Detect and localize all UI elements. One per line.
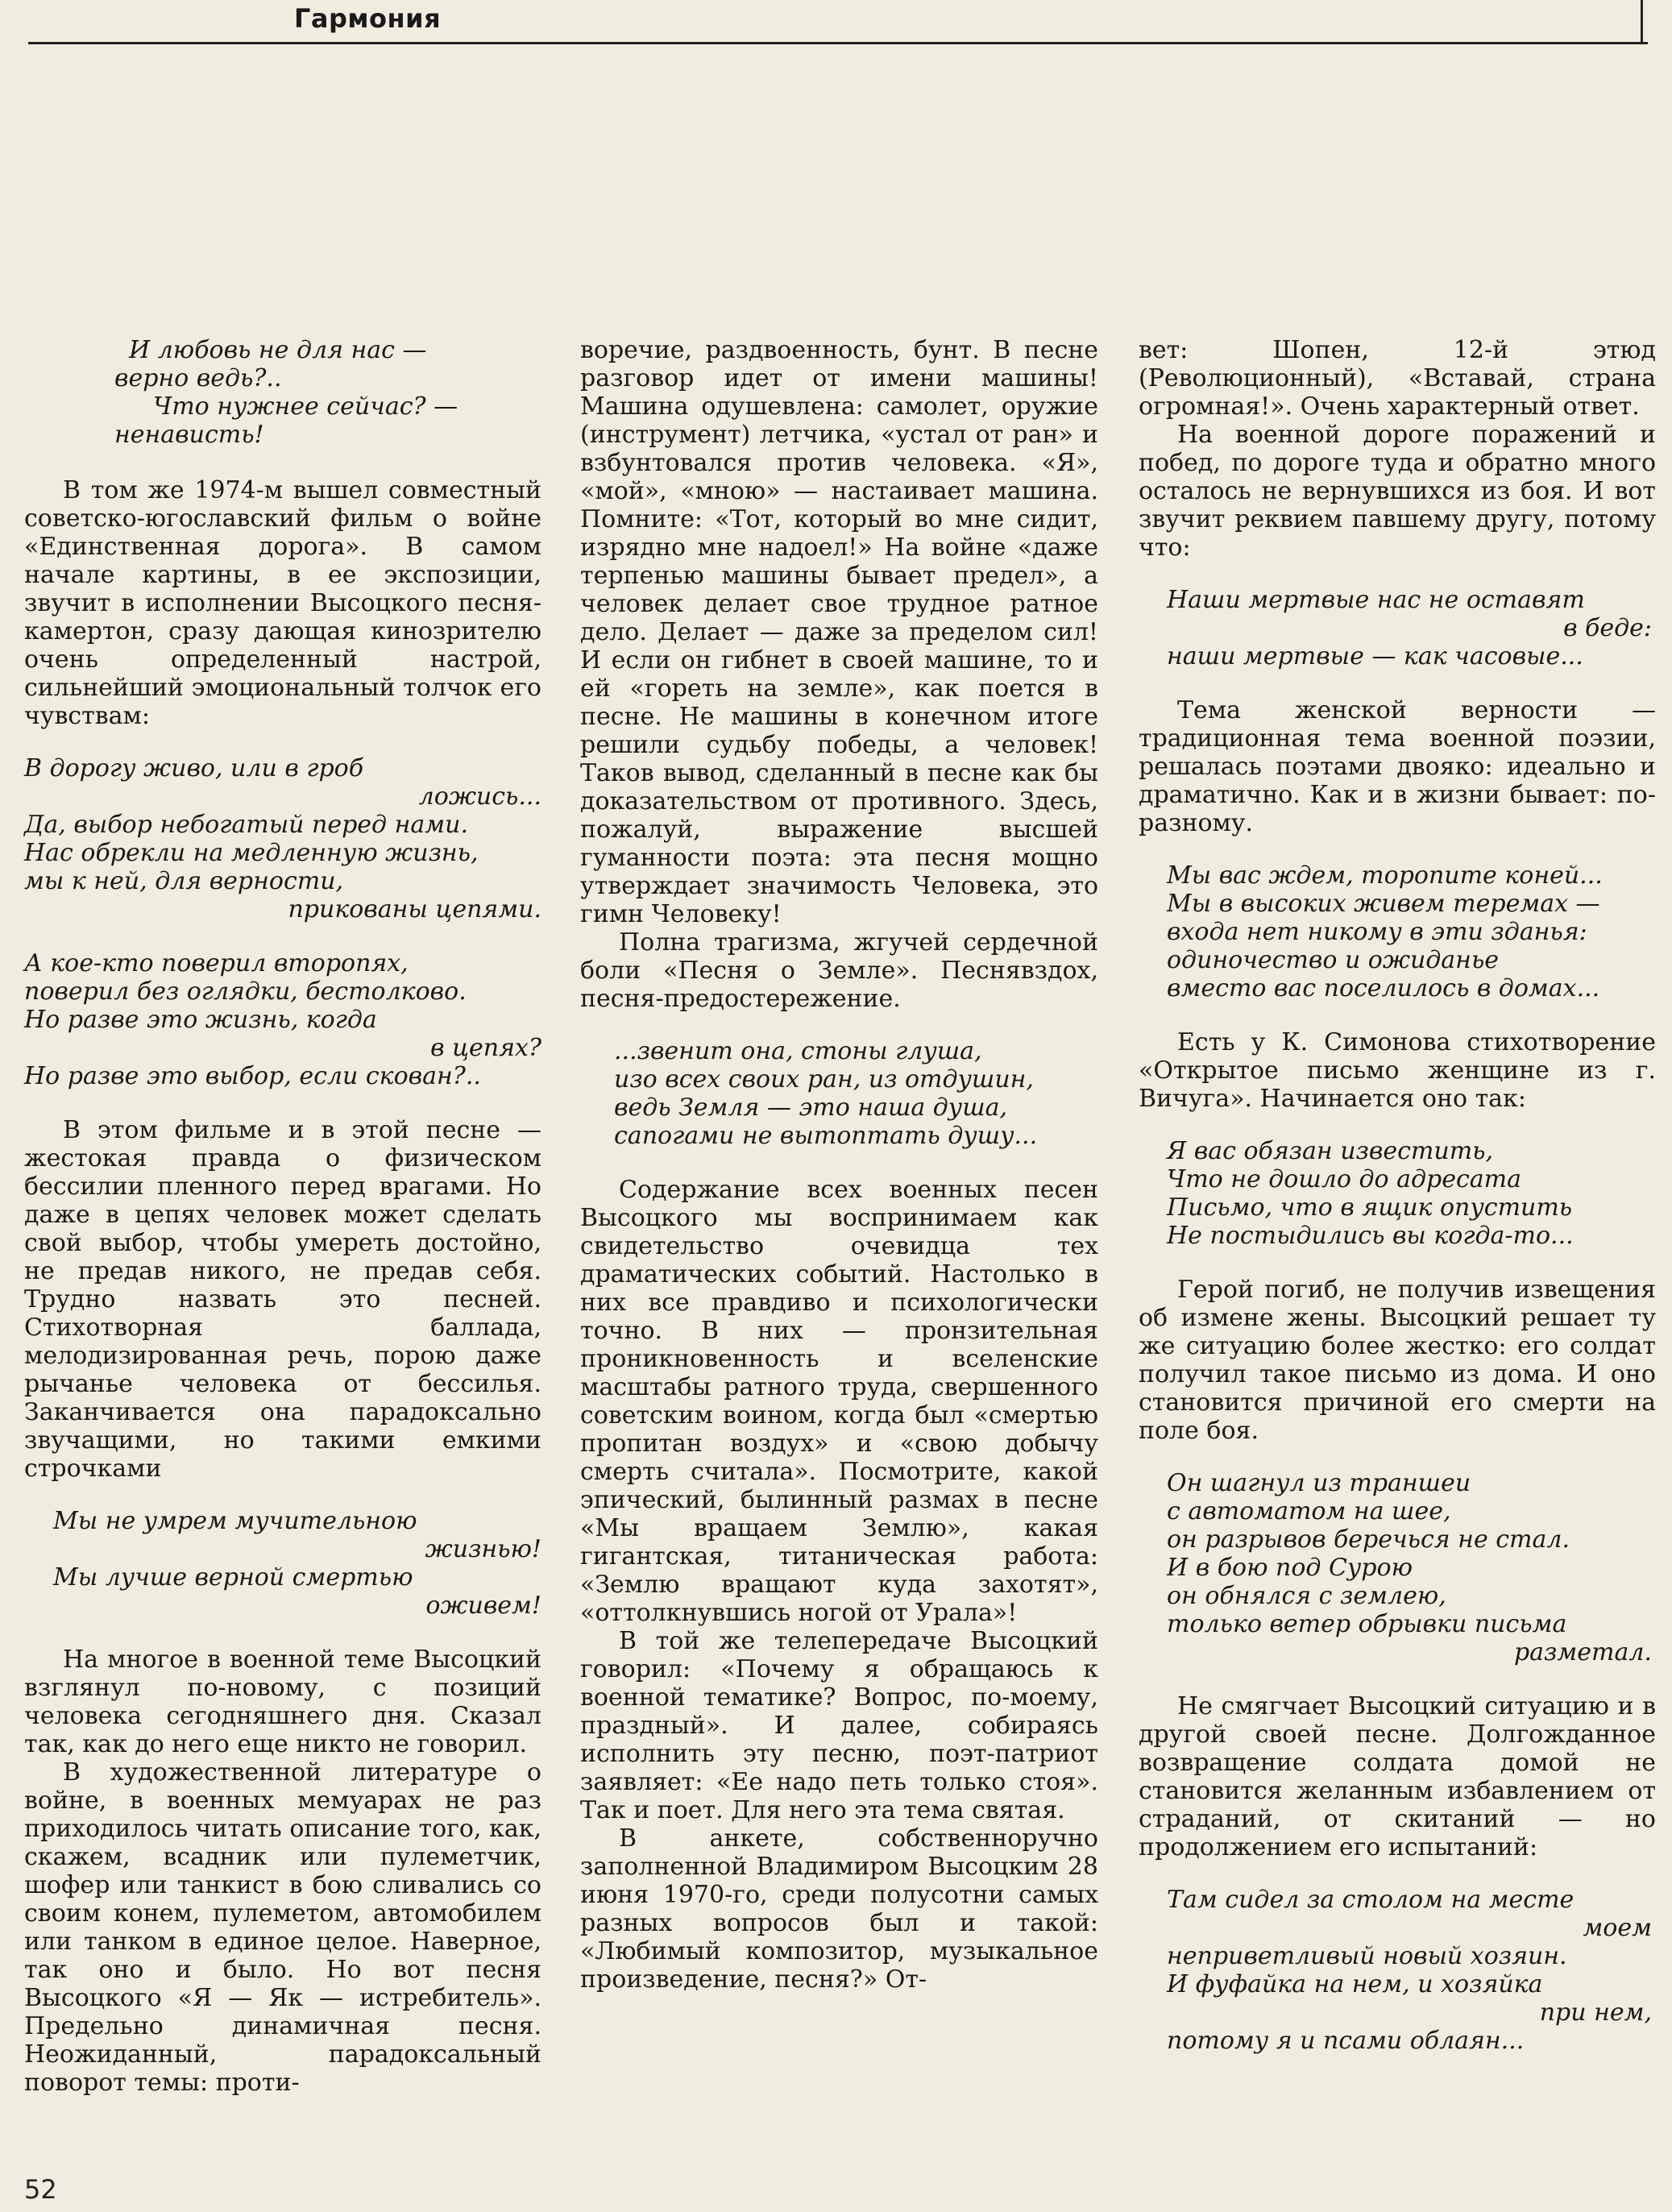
verse-line: он обнялся с землею, bbox=[1167, 1582, 1446, 1610]
verse-line: Там сидел за столом на месте bbox=[1167, 1886, 1575, 1914]
verse-line: Да, выбор небогатый перед нами. bbox=[24, 811, 468, 839]
paragraph: В том же 1974-м вышел совместный советско-югославский фильм о войне «Единственная дорога». В самом начале картины, в ее экспозиции, звучит в исполнении Высоцкого песня-камертон, сразу дающая кинозрителю очень определенный настрой, сильнейший эмоциональный толчок его чувствам: bbox=[24, 476, 541, 730]
verse-line: И в бою под Сурою bbox=[1167, 1554, 1413, 1582]
verse-line: Но разве это выбор, если скован?.. bbox=[24, 1062, 481, 1090]
verse-line: потому я и псами облаян... bbox=[1167, 2027, 1525, 2055]
verse-line: в цепях? bbox=[430, 1034, 541, 1062]
verse-line: прикованы цепями. bbox=[288, 895, 541, 923]
text-column-3 bbox=[1139, 336, 1656, 2081]
paragraph: В той же телепередаче Высоцкий говорил: «Почему я обращаюсь к военной тематике? Вопрос, по-моему, праздный». И далее, собираясь исполнить эту песню, поэт-патриот заявляет: «Ее надо петь только стоя». Так и поет. Для него эта тема святая. bbox=[580, 1627, 1098, 1824]
verse-line: одиночество и ожиданье bbox=[1167, 946, 1500, 974]
verse-line: наши мертвые — как часовые... bbox=[1167, 642, 1583, 670]
page-number: 52 bbox=[24, 2174, 57, 2205]
epigraph bbox=[24, 336, 541, 449]
verse-line: Наши мертвые нас не оставят bbox=[1167, 586, 1585, 614]
section-title: Гармония bbox=[294, 3, 442, 34]
verse-line: при нем, bbox=[1539, 1998, 1652, 2027]
poem-quote bbox=[1167, 1469, 1652, 1666]
verse-line: Нас обрекли на медленную жизнь, bbox=[24, 839, 479, 867]
verse-line: с автоматом на шее, bbox=[1167, 1497, 1451, 1525]
verse-line: верно ведь?.. bbox=[114, 364, 282, 392]
verse-line: только ветер обрывки письма bbox=[1167, 1610, 1567, 1638]
poem-quote bbox=[53, 1507, 541, 1620]
verse-line: в беде: bbox=[1563, 614, 1652, 642]
verse-line: ...звенит она, стоны глуша, bbox=[614, 1037, 982, 1065]
paragraph: В анкете, собственноручно заполненной Владимиром Высоцким 28 июня 1970-го, среди полусотни самых разных вопросов был и такой: «Любимый композитор, музыкальное произведение, песня?» От- bbox=[580, 1824, 1098, 1994]
verse-line: моем bbox=[1583, 1914, 1652, 1942]
verse-line: изо всех своих ран, из отдушин, bbox=[614, 1065, 1034, 1094]
poem-quote bbox=[1167, 861, 1652, 1002]
verse-line: оживем! bbox=[425, 1592, 541, 1620]
paragraph: Есть у К. Симонова стихотворение «Открытое письмо женщине из г. Вичуга». Начинается оно так: bbox=[1139, 1028, 1656, 1113]
verse-line: неприветливый новый хозяин. bbox=[1167, 1942, 1567, 1970]
verse-line: ненависть! bbox=[114, 421, 264, 449]
page-header bbox=[28, 0, 1648, 50]
verse-line: ложись... bbox=[418, 782, 541, 811]
verse-line: вместо вас поселилось в домах... bbox=[1167, 974, 1600, 1002]
poem-quote bbox=[24, 949, 541, 1090]
text-column-1 bbox=[24, 336, 541, 2097]
header-rule-tick bbox=[1641, 0, 1643, 42]
verse-line: Я вас обязан известить, bbox=[1167, 1137, 1494, 1165]
paragraph: вет: Шопен, 12-й этюд (Революционный), «Вставай, страна огромная!». Очень характерный ответ. bbox=[1139, 336, 1656, 421]
paragraph: Содержание всех военных песен Высоцкого мы воспринимаем как свидетельство очевидца тех драматических событий. Настолько в них все правдиво и психологически точно. В них — пронзительная проникновенность и вселенские масштабы ратного труда, свершенного советским воином, когда был «смертью пропитан воздух» и «свою добычу смерть считала». Посмотрите, какой эпический, былинный размах в песне «Мы вращаем Землю», какая гигантская, титаническая работа: «Землю вращают куда захотят», «оттолкнувшись ногой от Урала»! bbox=[580, 1176, 1098, 1627]
verse-line: он разрывов беречься не стал. bbox=[1167, 1525, 1570, 1554]
verse-line: В дорогу живо, или в гроб bbox=[24, 754, 364, 782]
verse-line: разметал. bbox=[1513, 1638, 1652, 1666]
verse-line: Мы лучше верной смертью bbox=[53, 1563, 413, 1592]
poem-quote bbox=[1167, 1137, 1652, 1250]
paragraph: Тема женской верности — традиционная тема военной поэзии, решалась поэтами двояко: идеально и драматично. Как и в жизни бывает: по-разному. bbox=[1139, 696, 1656, 837]
paragraph: В этом фильме и в этой песне — жестокая правда о физическом бессилии пленного перед врагами. Но даже в цепях человек может сделать свой выбор, чтобы умереть достойно, не предав никого, не предав себя. Трудно назвать это песней. Стихотворная баллада, мелодизированная речь, порою даже рычанье человека от бессилья. Заканчивается она парадоксально звучащими, но такими емкими строчками bbox=[24, 1116, 541, 1483]
verse-line: Но разве это жизнь, когда bbox=[24, 1006, 377, 1034]
poem-quote bbox=[24, 754, 541, 923]
verse-line: Мы в высоких живем теремах — bbox=[1167, 890, 1600, 918]
verse-line: И любовь не для нас — bbox=[129, 336, 427, 364]
verse-line: Что нужнее сейчас? — bbox=[153, 392, 458, 421]
paragraph: воречие, раздвоенность, бунт. В песне разговор идет от имени машины! Машина одушевлена: самолет, оружие (инструмент) летчика, «устал от ран» и взбунтовался против человека. «Я», «мой», «мною» — настаивает машина. Помните: «Тот, который во мне сидит, изрядно мне надоел!» На войне «даже терпенью машины бывает предел», а человек делает свое трудное ратное дело. Делает — даже за пределом сил! И если он гибнет в своей машине, то и ей «гореть на земле», как поется в песне. Не машины в конечном итоге решили судьбу победы, а человек! Таков вывод, сделанный в песне как бы доказательством от противного. Здесь, пожалуй, выражение высшей гуманности поэта: эта песня мощно утверждает значимость Человека, это гимн Человеку! bbox=[580, 336, 1098, 928]
verse-line: мы к ней, для верности, bbox=[24, 867, 344, 895]
paragraph: Герой погиб, не получив извещения об измене жены. Высоцкий решает ту же ситуацию более жестко: его солдат получил такое письмо из дома. И оно становится причиной его смерти на поле боя. bbox=[1139, 1276, 1656, 1445]
verse-line: жизнью! bbox=[425, 1535, 541, 1563]
verse-line: Что не дошло до адресата bbox=[1167, 1165, 1521, 1193]
verse-line: А кое-кто поверил второпях, bbox=[24, 949, 409, 977]
poem-quote bbox=[614, 1037, 1090, 1150]
poem-quote bbox=[1167, 1886, 1652, 2055]
verse-line: Он шагнул из траншеи bbox=[1167, 1469, 1471, 1497]
paragraph: На военной дороге поражений и побед, по дороге туда и обратно много осталось не вернувшихся из боя. И вот звучит реквием павшему другу, потому что: bbox=[1139, 421, 1656, 562]
text-column-2 bbox=[580, 336, 1098, 1994]
paragraph: На многое в военной теме Высоцкий взглянул по-новому, с позиций человека сегодняшнего дня. Сказал так, как до него еще никто не говорил. bbox=[24, 1646, 541, 1758]
verse-line: Мы не умрем мучительною bbox=[53, 1507, 417, 1535]
verse-line: Не постыдились вы когда-то... bbox=[1167, 1222, 1574, 1250]
verse-line: ведь Земля — это наша душа, bbox=[614, 1094, 1008, 1122]
paragraph: В художественной литературе о войне, в военных мемуарах не раз приходилось читать описание того, как, скажем, всадник или пулеметчик, шофер или танкист в бою сливались со своим конем, пулеметом, автомобилем или танком в единое целое. Наверное, так оно и было. Но вот песня Высоцкого «Я — Як — истребитель». Предельно динамичная песня. Неожиданный, парадоксальный поворот темы: проти- bbox=[24, 1758, 541, 2097]
header-rule bbox=[28, 42, 1648, 44]
verse-line: сапогами не вытоптать душу... bbox=[614, 1122, 1038, 1150]
poem-quote bbox=[1167, 586, 1652, 670]
verse-line: поверил без оглядки, бестолково. bbox=[24, 977, 467, 1006]
verse-line: Письмо, что в ящик опустить bbox=[1167, 1193, 1573, 1222]
verse-line: Мы вас ждем, торопите коней... bbox=[1167, 861, 1603, 890]
verse-line: входа нет никому в эти зданья: bbox=[1167, 918, 1587, 946]
paragraph: Не смягчает Высоцкий ситуацию и в другой своей песне. Долгожданное возвращение солдата домой не становится желанным избавлением от страданий, от скитаний — но продолжением его испытаний: bbox=[1139, 1692, 1656, 1861]
verse-line: И фуфайка на нем, и хозяйка bbox=[1167, 1970, 1543, 1998]
paragraph: Полна трагизма, жгучей сердечной боли «Песня о Земле». Песнявздох, песня-предостережение. bbox=[580, 928, 1098, 1013]
